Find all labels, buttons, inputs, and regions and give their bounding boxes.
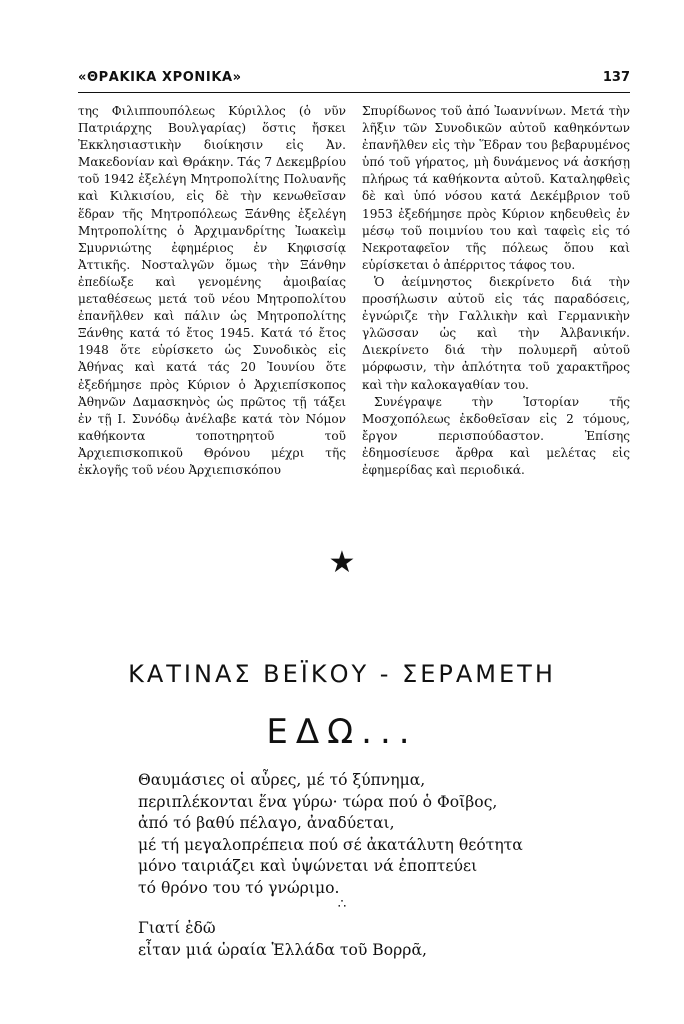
poem-line: περιπλέκονται ἕνα γύρω· τώρα πού ὁ Φοῖβος, xyxy=(138,792,498,811)
ornament-dots-icon: ∴ xyxy=(337,897,347,912)
poem-line: μόνο ταιριάζει καὶ ὑψώνεται νά ἐποπτεύει xyxy=(138,857,478,876)
page-header xyxy=(78,70,630,93)
right-column-paragraph: Ὁ ἀείμνηστος διεκρίνετο διά τὴν προσήλωσιν αὐτοῦ εἰς τάς παραδόσεις, ἐγνώριζε τὴν Γαλλικὴν καὶ Γερμανικὴν γλῶσσαν ὡς καὶ τὴν Ἀλβανικήν. Διεκρίνετο διά τὴν πολυμερῆ αὐτοῦ μόρφωσιν, τὴν ἀπλότητα τοῦ χαρακτῆρος καὶ τὴν καλοκαγαθίαν του. xyxy=(362,274,630,392)
left-column-paragraph: της Φιλιππουπόλεως Κύριλλος (ὁ νῦν Πατριάρχης Βουλγαρίας) ὅστις ἤσκει Ἐκκλησιαστικὴν διοίκησιν εἰς Ἀν. Μακεδονίαν καὶ Θράκην. Τάς 7 Δεκεμβρίου τοῦ 1942 ἐξελέγη Μητροπολίτης Πολυανῆς καὶ Κιλκισίου, εἰς δὲ τὴν κενωθεῖσαν ἕδραν τῆς Μητροπόλεως Ξάνθης ἐξελέγη Μητροπολίτης ὁ Ἀρχιμανδρίτης Ἰωακεὶμ Σμυρνιώτης ἐφημέριος ἐν Κηφισσίᾳ Ἀττικῆς. Νοσταλγῶν ὅμως τὴν Ξάνθην ἐπεδίωξε καὶ γενομένης ἀμοιβαίας μεταθέσεως μετά τοῦ νέου Μητροπολίτου ἐπανῆλθεν καὶ πάλιν ὡς Μητροπολίτης Ξάνθης κατά τό ἔτος 1945. Κατά τό ἔτος 1948 ὅτε εὑρίσκετο ὡς Συνοδικὸς εἰς Ἀθήνας καὶ κατά τάς 20 Ἰουνίου ὅτε ἐξεδήμησε πρὸς Κύριον ὁ Ἀρχιεπίσκοπος Ἀθηνῶν Δαμασκηνὸς ὡς πρῶτος τῇ τάξει ἐν τῇ Ι. Συνόδῳ ἀνέλαβε κατά τὸν Νόμον καθήκοντα τοποτηρητοῦ τοῦ Ἀρχιεπισκοπικοῦ Θρόνου μέχρι τῆς ἐκλογῆς τοῦ νέου Ἀρχιεπισκόπου xyxy=(78,104,346,477)
poem-line: Γιατί ἐδῶ xyxy=(138,919,216,937)
right-column-paragraph: Σπυρίδωνος τοῦ ἀπό Ἰωαννίνων. Μετά τὴν λῆξιν τῶν Συνοδικῶν αὐτοῦ καθηκόντων ἐπανῆλθεν εἰς τὴν Ἕδραν του βεβαρυμένος ὑπό τοῦ γήρατος, μὴ δυνάμενος νά ἀσκήσῃ πλήρως τά καθήκοντα αὐτοῦ. Καταληφθεὶς δὲ καὶ ὑπό νόσου κατά Δεκέμβριον τοῦ 1953 ἐξεδήμησε πρὸς Κύριον κηδευθεὶς ἐν μέσῳ τοῦ ποιμνίου του καὶ ταφεὶς εἰς τό Νεκροταφεῖον τῆς πόλεως ὅπου καὶ εὑρίσκεται ὁ ἀπέρριτος τάφος του. xyxy=(362,104,630,272)
poem-line: μέ τή μεγαλοπρέπεια πού σέ ἀκατάλυτη θεότητα xyxy=(138,835,523,854)
poem-line: ἀπό τό βαθύ πέλαγο, ἀναδύεται, xyxy=(138,814,395,833)
right-column-paragraph: Συνέγραψε τὴν Ἱστορίαν τῆς Μοσχοπόλεως ἐκδοθεῖσαν εἰς 2 τόμους, ἔργον περισπούδαστον. Ἐπίσης ἐδημοσίευσε ἄρθρα καὶ μελέτας εἰς ἐφημερίδας καὶ περιοδικά. xyxy=(362,394,630,477)
left-column xyxy=(78,103,346,513)
running-title: «ΘΡΑΚΙΚΑ ΧΡΟΝΙΚΑ» xyxy=(78,70,242,85)
page-number: 137 xyxy=(602,70,630,85)
poem-line: εἶταν μιά ὡραία Ἑλλάδα τοῦ Βορρᾶ, xyxy=(138,940,427,959)
poem-stanza xyxy=(138,770,608,900)
article-columns xyxy=(78,103,630,513)
star-divider-icon: ★ xyxy=(328,545,356,580)
poem-author: ΚΑΤΙΝΑΣ ΒΕΪΚΟΥ - ΣΕΡΑΜΕΤΗ xyxy=(128,660,556,688)
poem-line: Θαυμάσιες οἱ αὖρες, μέ τό ξύπνημα, xyxy=(138,771,426,789)
poem-title: ΕΔΩ... xyxy=(266,712,418,752)
right-column xyxy=(362,103,630,513)
poem-stanza xyxy=(138,918,608,961)
poem-line: τό θρόνο του τό γνώριμο. xyxy=(138,878,340,897)
